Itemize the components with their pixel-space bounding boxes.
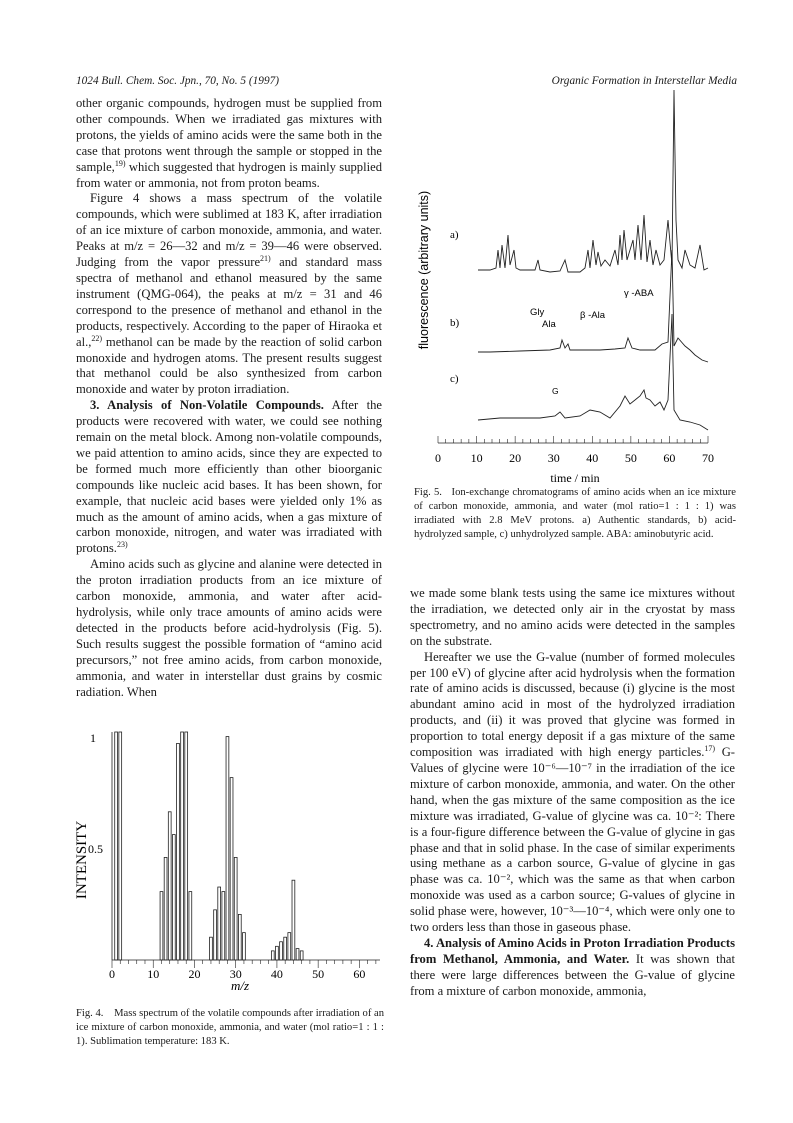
trace-label-a: a) bbox=[450, 229, 459, 241]
paragraph: we made some blank tests using the same ice mixtures without the irradiation, we detected only air in the cryostat by mass spectrometry, and no amino acids were detected in the samples on the substrate. bbox=[410, 586, 735, 648]
fig4-tick-label: 60 bbox=[353, 967, 366, 981]
mass-peak bbox=[164, 857, 167, 960]
paragraph: 3. Analysis of Non-Volatile Compounds. After the products were recovered with water, we could see nothing remain on the metal block. Among non-volatile compounds, we paid attention to amino acids, since they are expected to be formed much more efficiently than other bioorganic compounds like nucleic acid bases. It has been shown, for example, that nucleic acid bases were yielded only 1% as much as the amount of amino acids, when a gas mixture of carbon monoxide, nitrogen, and water was irradiated with protons.$^{23)}$ bbox=[76, 398, 382, 556]
fig5-tick-label: 30 bbox=[547, 451, 560, 465]
mass-peak bbox=[292, 880, 295, 960]
trace-b bbox=[478, 250, 708, 362]
mass-peak bbox=[234, 857, 237, 960]
paragraph: other organic compounds, hydrogen must be supplied from other compounds. When we irradiated gas mixtures with protons, the yields of amino acids were the same both in the case that protons went through the sample or stopped in the sample,$^{19)}$ which suggested that hydrogen is mainly supplied from water or ammonia, not from proton beams. bbox=[76, 96, 382, 190]
mass-peak bbox=[238, 914, 241, 960]
mass-peak bbox=[177, 743, 180, 960]
mass-peak bbox=[222, 892, 225, 960]
mass-peak bbox=[214, 910, 217, 960]
fig5-tick-label: 70 bbox=[702, 451, 714, 465]
paragraph: 4. Analysis of Amino Acids in Proton Irradiation Products from Methanol, Ammonia, and Water. It was shown that there were large differences between the G-value of glycine from a mixture of carbon monoxide, ammonia, bbox=[410, 935, 735, 998]
mass-peak bbox=[218, 887, 221, 960]
mass-peak bbox=[119, 732, 122, 960]
fig4-tick-label: 0 bbox=[109, 967, 115, 981]
paragraph: Figure 4 shows a mass spectrum of the volatile compounds, which were sublimed at 183 K, after irradiation of an ice mixture of carbon monoxide, ammonia, and water. Peaks at m/z = 26—32 and m/z = 39—46 were observed. Judging from the vapor pressure$^{21)}$ and standard mass spectra of methanol and ethanol measured by the same instrument (QMG-064), the peaks at m/z = 31 and 46 correspond to the presence of methanol and ethanol in the products, respectively. According to the paper of Hiraoka et al.,$^{22)}$ methanol can be made by the reaction of solid carbon monoxide and hydrogen atoms. The present results suggest that methanol could be also synthesized from carbon monoxide and water by proton irradiation. bbox=[76, 191, 382, 397]
fig5-tick-label: 40 bbox=[586, 451, 599, 465]
section-heading: 3. Analysis of Non-Volatile Compounds. bbox=[90, 398, 324, 413]
fig5-ylabel: fluorescence (arbitrary units) bbox=[417, 190, 431, 350]
fig5-tick-label: 0 bbox=[435, 451, 441, 465]
mass-peak bbox=[168, 812, 171, 960]
fig4-tick-label: 50 bbox=[312, 967, 325, 981]
peak-label-gamma-aba: γ -ABA bbox=[624, 288, 654, 299]
mass-peak bbox=[185, 732, 188, 960]
mass-peak bbox=[181, 732, 184, 960]
fig4-peaks bbox=[115, 732, 303, 960]
fig5-tick-labels bbox=[435, 451, 714, 465]
mass-peak bbox=[296, 949, 299, 960]
fig4-xlabel: m/z bbox=[230, 978, 250, 993]
fig5-tick-label: 20 bbox=[509, 451, 522, 465]
mass-peak bbox=[243, 933, 246, 960]
fig4-ylabel: INTENSITY bbox=[74, 820, 90, 900]
mass-peak bbox=[280, 942, 283, 960]
fig5-tick-label: 50 bbox=[624, 451, 637, 465]
fig4-tick-label: 20 bbox=[188, 967, 201, 981]
peak-label-g: G bbox=[552, 386, 559, 396]
page-header-right: Organic Formation in Interstellar Media bbox=[551, 75, 737, 87]
figure-4 bbox=[74, 728, 390, 993]
section-heading: 4. Analysis of Amino Acids in Proton Irradiation Products from Methanol, Ammonia, and Water. bbox=[410, 935, 735, 966]
fig4-tick-label: 10 bbox=[147, 967, 160, 981]
mass-peak bbox=[230, 778, 233, 960]
fig4-ytick-05: 0.5 bbox=[88, 842, 103, 856]
mass-peak bbox=[276, 946, 279, 960]
fig5-tick-label: 10 bbox=[470, 451, 483, 465]
page-header-left: 1024 Bull. Chem. Soc. Jpn., 70, No. 5 (1997) bbox=[76, 75, 280, 87]
mass-peak bbox=[189, 892, 192, 960]
mass-peak bbox=[226, 737, 229, 960]
mass-peak bbox=[271, 951, 274, 960]
figure-5 bbox=[410, 100, 740, 485]
peak-label-ala: Ala bbox=[542, 319, 556, 330]
paragraph: Hereafter we use the G-value (number of formed molecules per 100 eV) of glycine after acid hydrolysis when the formation rate of amino acids is discussed, because (i) glycine is the most abundant amino acid in most of the hydrolyzed irradiation products, and (ii) it was proved that glycine was formed in proportion to total energy deposit if a gas mixture of the same composition was irradiated with high energy particles.$^{17)}$ G-Values of glycine were 10⁻⁶—10⁻⁷ in the irradiation of the ice mixture of carbon monoxide, ammonia, and water. On the other hand, when the gas mixture of the same composition as the ice mixture was irradiated, G-value of glycine was ca. 10⁻²: There is a four-figure difference between the G-value of glycine in gas phase and that in solid phase. In the case of similar experiments using methane as a carbon source, G-value of glycine in gas phase was ca. 10⁻², which was the same as that when carbon monoxide was used as a carbon source; G-values of glycine in solid phase were, however, 10⁻³—10⁻⁴, which were only one to two orders less than those in gaseous phase. bbox=[410, 649, 735, 935]
right-column bbox=[410, 586, 735, 1000]
fig5-xlabel: time / min bbox=[550, 471, 600, 485]
mass-peak bbox=[160, 892, 163, 960]
mass-peak bbox=[115, 732, 118, 960]
peak-label-beta-ala: β -Ala bbox=[580, 310, 605, 321]
mass-spectrum-plot bbox=[74, 728, 390, 993]
fig4-caption: Fig. 4. Mass spectrum of the volatile compounds after irradiation of an ice mixture of carbon monoxide, ammonia, and water (mol ratio=1 : 1 : 1). Sublimation temperature: 183 K. bbox=[76, 1008, 385, 1047]
peak-label-gly: Gly bbox=[530, 307, 545, 318]
mass-peak bbox=[288, 933, 291, 960]
fig4-ytick-1: 1 bbox=[90, 731, 96, 745]
mass-peak bbox=[300, 951, 303, 960]
fig5-tick-label: 60 bbox=[663, 451, 676, 465]
chromatogram-plot bbox=[410, 100, 740, 485]
fig4-tick-label: 30 bbox=[229, 967, 242, 981]
fig5-tick-marks bbox=[438, 436, 708, 443]
mass-peak bbox=[172, 835, 175, 960]
fig4-tick-label: 40 bbox=[270, 967, 283, 981]
mass-peak bbox=[210, 937, 213, 960]
left-column bbox=[76, 96, 382, 700]
trace-a bbox=[478, 90, 708, 272]
trace-label-b: b) bbox=[450, 317, 460, 329]
mass-peak bbox=[284, 937, 287, 960]
trace-label-c: c) bbox=[450, 373, 459, 385]
fig5-caption: Fig. 5. Ion-exchange chromatograms of amino acids when an ice mixture of carbon monoxide, ammonia, and water (mol ratio=1 : 1 : 1) was irradiated with 2.8 MeV protons. a) Authentic standards, b) acid-hydrolyzed sample, c) unhydrolyzed sample. ABA: aminobutyric acid. bbox=[414, 487, 737, 540]
paragraph: Amino acids such as glycine and alanine were detected in the proton irradiation products from an ice mixture of carbon monoxide, ammonia, and water after acid-hydrolysis, while only trace amounts of amino acids were detected in the products before acid-hydrolysis (Fig. 5). Such results suggest the possible formation of “amino acid precursors,” not free amino acids, from carbon monoxide, ammonia, and water in interstellar dust grains by cosmic radiation. When bbox=[76, 557, 382, 699]
